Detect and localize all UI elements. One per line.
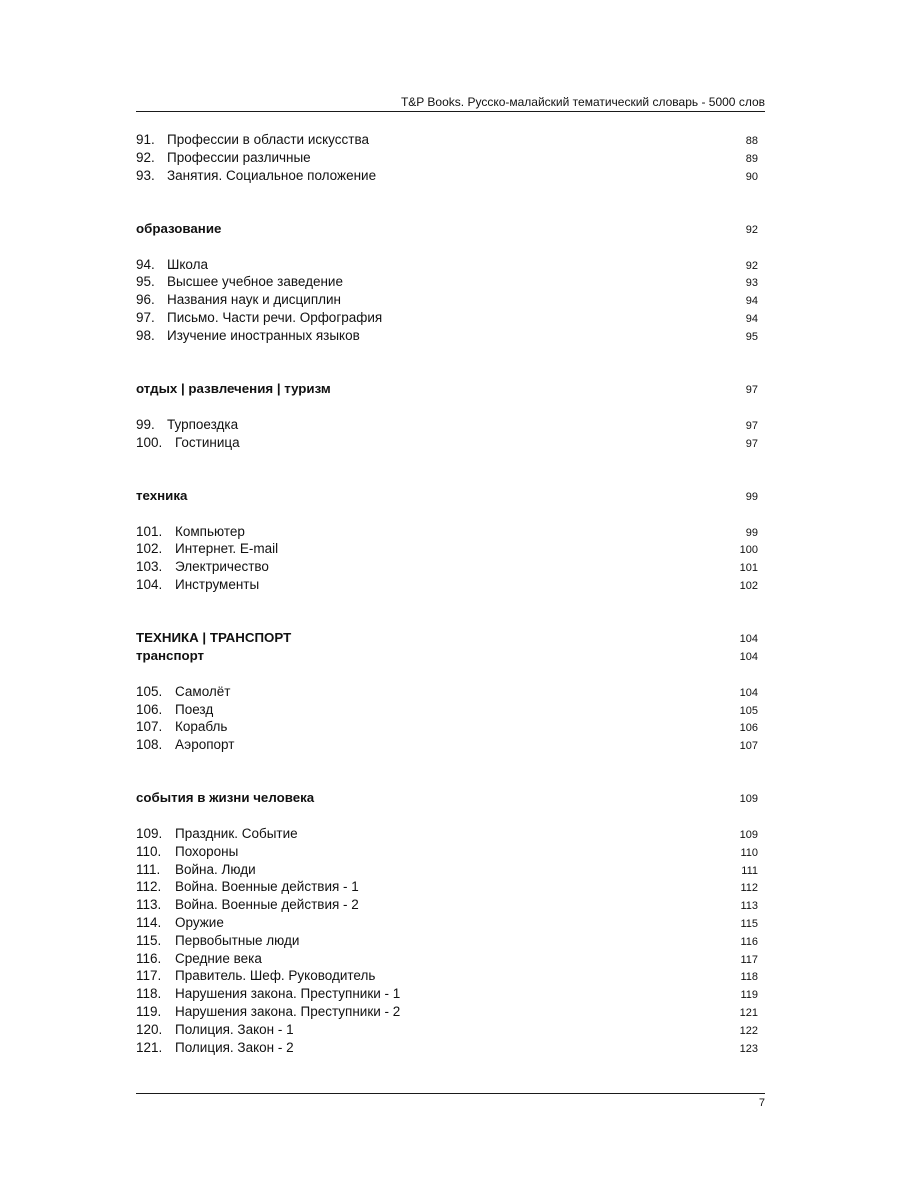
toc-entry[interactable] (136, 950, 758, 968)
entry-number: 121. (136, 1039, 163, 1055)
entry-number: 93. (136, 167, 155, 183)
toc-entry[interactable] (136, 843, 758, 861)
entry-title: Названия наук и дисциплин (167, 292, 342, 308)
toc-entry[interactable] (136, 434, 758, 452)
entry-title: Первобытные люди (175, 932, 300, 948)
section-page: 109 (739, 793, 758, 806)
entry-title: Полиция. Закон - 2 (175, 1039, 294, 1055)
section-spacer (136, 505, 758, 523)
entry-page: 121 (739, 1007, 758, 1020)
toc-section-tech[interactable] (136, 487, 758, 505)
section-page: 104 (739, 633, 758, 646)
entry-title: Самолёт (175, 683, 231, 699)
entry-page: 101 (739, 562, 758, 575)
entry-page: 102 (739, 579, 758, 592)
entry-number: 107. (136, 719, 163, 735)
toc-entry[interactable] (136, 1003, 758, 1021)
entry-number: 104. (136, 576, 163, 592)
entry-title: Похороны (175, 843, 239, 859)
entry-page: 92 (745, 259, 758, 272)
entry-number: 117. (136, 968, 162, 984)
entry-page: 105 (739, 704, 758, 717)
toc-entry[interactable] (136, 131, 758, 149)
entry-number: 91. (136, 132, 155, 147)
section-spacer (136, 665, 758, 683)
entry-page: 119 (740, 989, 758, 1002)
entry-title: Средние века (175, 950, 262, 966)
toc-entry[interactable] (136, 523, 758, 541)
section-spacer (136, 184, 758, 220)
entry-title: Нарушения закона. Преступники - 2 (175, 1004, 401, 1020)
entry-page: 97 (745, 419, 758, 432)
entry-page: 100 (739, 544, 758, 557)
section-page: 92 (745, 223, 758, 236)
section-title: ТЕХНИКА | ТРАНСПОРТ (136, 630, 292, 646)
section-spacer (136, 594, 758, 630)
entry-number: 111. (136, 861, 161, 877)
toc-entry[interactable] (136, 914, 758, 932)
entry-number: 110. (136, 843, 162, 859)
table-of-contents (136, 131, 758, 1056)
entry-title: Турпоездка (167, 416, 239, 432)
entry-page: 113 (740, 900, 758, 913)
toc-entry[interactable] (136, 985, 758, 1003)
entry-title: Интернет. E-mail (175, 541, 279, 557)
section-spacer (136, 345, 758, 381)
entry-number: 99. (136, 416, 155, 432)
entry-page: 123 (739, 1042, 758, 1055)
toc-entry[interactable] (136, 167, 758, 185)
toc-section-life-events[interactable] (136, 789, 758, 807)
entry-title: Полиция. Закон - 1 (175, 1021, 294, 1037)
toc-entry[interactable] (136, 149, 758, 167)
entry-page: 88 (745, 135, 758, 147)
entry-page: 106 (739, 722, 758, 735)
entry-title: Корабль (175, 719, 228, 735)
toc-section-education[interactable] (136, 220, 758, 238)
section-title: образование (136, 220, 222, 236)
section-page: 104 (739, 651, 758, 664)
entry-title: Компьютер (175, 523, 245, 539)
section-spacer (136, 754, 758, 790)
section-spacer (136, 807, 758, 825)
toc-entry[interactable] (136, 896, 758, 914)
toc-entry[interactable] (136, 416, 758, 434)
entry-number: 92. (136, 149, 155, 165)
toc-section-tech-transport[interactable] (136, 629, 758, 647)
toc-entry[interactable] (136, 291, 758, 309)
entry-number: 98. (136, 327, 155, 343)
toc-entry[interactable] (136, 540, 758, 558)
entry-page: 117 (740, 953, 758, 966)
entry-number: 105. (136, 683, 163, 699)
section-title: отдых | развлечения | туризм (136, 381, 331, 397)
entry-number: 115. (136, 932, 162, 948)
toc-entry[interactable] (136, 1021, 758, 1039)
entry-page: 93 (745, 277, 758, 290)
entry-page: 116 (740, 935, 758, 948)
entry-title: Профессии в области искусства (167, 132, 369, 147)
running-header: T&P Books. Русско-малайский тематический словарь - 5000 слов (400, 95, 765, 109)
section-page: 97 (745, 384, 758, 397)
section-spacer (136, 398, 758, 416)
entry-number: 102. (136, 541, 163, 557)
section-title: техника (136, 487, 188, 503)
entry-title: Праздник. Событие (175, 826, 298, 842)
entry-title: Нарушения закона. Преступники - 1 (175, 986, 401, 1002)
entry-page: 99 (745, 526, 758, 539)
entry-number: 95. (136, 274, 155, 290)
toc-entry[interactable] (136, 825, 758, 843)
entry-title: Правитель. Шеф. Руководитель (175, 968, 376, 984)
section-title: события в жизни человека (136, 790, 315, 806)
toc-entry[interactable] (136, 861, 758, 879)
entry-title: Электричество (175, 559, 269, 575)
toc-entry[interactable] (136, 256, 758, 274)
toc-entry[interactable] (136, 736, 758, 754)
entry-number: 100. (136, 434, 163, 450)
entry-page: 95 (745, 330, 758, 343)
toc-entry[interactable] (136, 701, 758, 719)
toc-section-transport[interactable] (136, 647, 758, 665)
page-number: 7 (758, 1097, 765, 1109)
entry-title: Изучение иностранных языков (167, 327, 360, 343)
entry-page: 94 (745, 312, 758, 325)
entry-title: Профессии различные (167, 149, 311, 165)
toc-entry[interactable] (136, 967, 758, 985)
entry-page: 118 (740, 971, 758, 984)
toc-entry[interactable] (136, 273, 758, 291)
entry-number: 108. (136, 737, 163, 753)
entry-title: Письмо. Части речи. Орфография (167, 309, 383, 325)
footer-rule (136, 1093, 765, 1094)
entry-number: 114. (136, 915, 162, 931)
entry-number: 120. (136, 1021, 163, 1037)
entry-page: 122 (739, 1024, 758, 1037)
entry-title: Инструменты (175, 576, 260, 592)
entry-title: Поезд (175, 701, 214, 717)
entry-number: 96. (136, 292, 155, 308)
entry-page: 107 (739, 740, 758, 753)
entry-number: 97. (136, 309, 155, 325)
section-page: 99 (745, 490, 758, 503)
toc-entry[interactable] (136, 1039, 758, 1057)
toc-entry[interactable] (136, 718, 758, 736)
entry-number: 101. (136, 523, 163, 539)
entry-title: Гостиница (175, 434, 240, 450)
entry-page: 111 (741, 864, 758, 877)
entry-title: Война. Люди (175, 861, 256, 877)
entry-page: 104 (739, 686, 758, 699)
toc-entry[interactable] (136, 932, 758, 950)
entry-title: Война. Военные действия - 2 (175, 897, 359, 913)
toc-entry[interactable] (136, 558, 758, 576)
toc-entry[interactable] (136, 327, 758, 345)
entry-title: Школа (167, 256, 209, 272)
entry-number: 106. (136, 701, 163, 717)
section-title: транспорт (136, 648, 205, 664)
entry-title: Аэропорт (175, 737, 235, 753)
entry-number: 109. (136, 826, 163, 842)
entry-page: 112 (740, 882, 758, 895)
entry-number: 119. (136, 1004, 162, 1020)
entry-title: Оружие (175, 915, 224, 931)
entry-number: 113. (136, 897, 162, 913)
toc-section-leisure[interactable] (136, 380, 758, 398)
toc-entry[interactable] (136, 683, 758, 701)
section-spacer (136, 238, 758, 256)
entry-number: 94. (136, 256, 155, 272)
toc-entry[interactable] (136, 576, 758, 594)
header-rule (136, 111, 765, 112)
entry-title: Занятия. Социальное положение (167, 167, 377, 183)
entry-number: 112. (136, 879, 162, 895)
entry-page: 90 (745, 170, 758, 183)
entry-page: 89 (745, 152, 758, 165)
entry-page: 110 (740, 846, 758, 859)
entry-page: 97 (745, 437, 758, 450)
entry-title: Война. Военные действия - 1 (175, 879, 359, 895)
entry-number: 118. (136, 986, 162, 1002)
toc-entry[interactable] (136, 309, 758, 327)
entry-page: 94 (745, 295, 758, 308)
entry-number: 103. (136, 559, 163, 575)
section-spacer (136, 451, 758, 487)
entry-title: Высшее учебное заведение (167, 274, 343, 290)
entry-page: 115 (740, 918, 758, 931)
entry-page: 109 (739, 829, 758, 842)
entry-number: 116. (136, 950, 162, 966)
toc-entry[interactable] (136, 878, 758, 896)
